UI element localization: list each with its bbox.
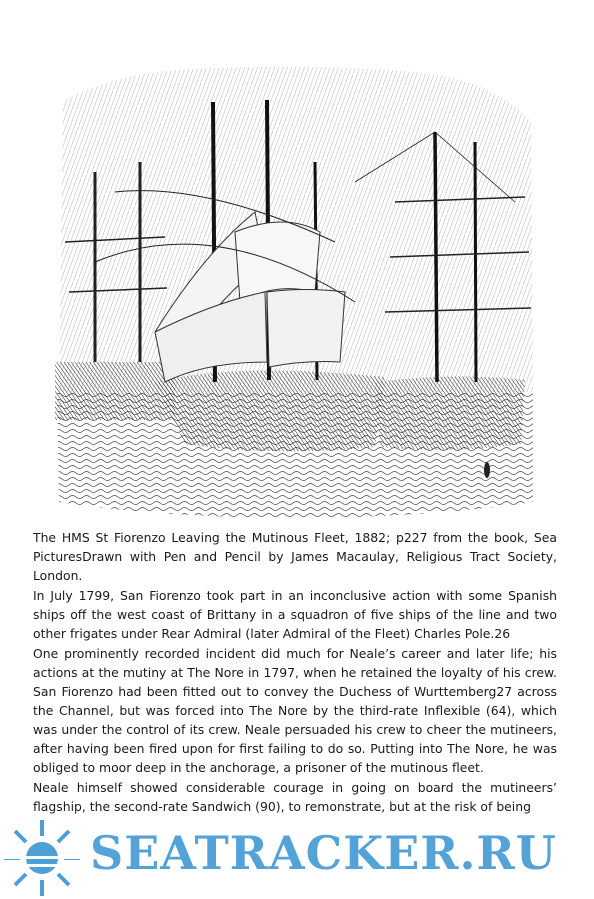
ship-engraving-illustration: [55, 62, 535, 520]
paragraph-2: One prominently recorded incident did much for Neale’s career and later life; his actions at the mutiny at The Nore in 1797, when he retained the loyalty of his crew. San Fiorenzo had been fitted out to convey the Duchess of Wurttemberg27 across the Channel, but was forced into The Nore by the third-rate Inflexible (64), which was under the control of its crew. Neale persuaded his crew to cheer the mutineers, after having been fired upon for first failing to do so. Putting into The Nore, he was obliged to moor deep in the anchorage, a prisoner of the mutinous fleet.: [33, 646, 557, 775]
watermark-text: SEATRACKER.RU: [90, 826, 557, 880]
paragraph-1: In July 1799, San Fiorenzo took part in an inconclusive action with some Spanish ships off the west coast of Brittany in a squadron of five ships of the line and two other frigates under Rear Admiral (later Admiral of the Fleet) Charles Pole.26: [33, 588, 557, 641]
paragraph-3: Neale himself showed considerable courage in going on board the mutineers’ flagship, the second-rate Sandwich (90), to remonstrate, but at the risk of being: [33, 780, 557, 814]
figure-caption: The HMS St Fiorenzo Leaving the Mutinous Fleet, 1882; p227 from the book, Sea PicturesDrawn with Pen and Pencil by James Macaulay, Religious Tract Society, London.: [33, 530, 557, 583]
text-block: [33, 528, 557, 817]
